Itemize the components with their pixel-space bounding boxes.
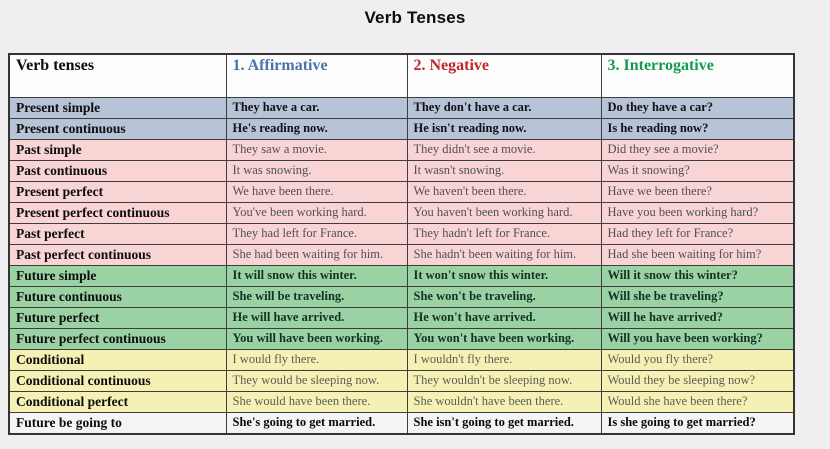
negative-cell: They didn't see a movie. [407,140,601,161]
tense-cell: Future continuous [9,287,226,308]
negative-cell: They wouldn't be sleeping now. [407,371,601,392]
tense-cell: Present perfect continuous [9,203,226,224]
tense-cell: Future simple [9,266,226,287]
negative-cell: She hadn't been waiting for him. [407,245,601,266]
affirmative-cell: She's going to get married. [226,413,407,435]
negative-cell: It won't snow this winter. [407,266,601,287]
table-row [9,245,794,266]
tense-cell: Past simple [9,140,226,161]
header-row [9,54,794,98]
tense-cell: Past perfect [9,224,226,245]
table-row [9,203,794,224]
affirmative-cell: He will have arrived. [226,308,407,329]
affirmative-cell: It was snowing. [226,161,407,182]
tense-cell: Conditional [9,350,226,371]
tense-cell: Future be going to [9,413,226,435]
table-row [9,98,794,119]
tense-cell: Future perfect [9,308,226,329]
verb-tenses-table [8,53,795,435]
table-row [9,161,794,182]
table-row [9,371,794,392]
interrogative-cell: Would you fly there? [601,350,794,371]
interrogative-cell: Have you been working hard? [601,203,794,224]
interrogative-cell: Will it snow this winter? [601,266,794,287]
tense-cell: Present perfect [9,182,226,203]
table-row [9,287,794,308]
affirmative-cell: They would be sleeping now. [226,371,407,392]
tense-cell: Past perfect continuous [9,245,226,266]
tense-cell: Present simple [9,98,226,119]
negative-cell: You haven't been working hard. [407,203,601,224]
affirmative-cell: She will be traveling. [226,287,407,308]
affirmative-cell: He's reading now. [226,119,407,140]
table-row [9,224,794,245]
affirmative-cell: We have been there. [226,182,407,203]
interrogative-cell: Did they see a movie? [601,140,794,161]
table-row [9,119,794,140]
interrogative-cell: Have we been there? [601,182,794,203]
table-row [9,329,794,350]
interrogative-cell: Was it snowing? [601,161,794,182]
header-negative: 2. Negative [407,54,601,98]
tense-cell: Conditional perfect [9,392,226,413]
negative-cell: I wouldn't fly there. [407,350,601,371]
tense-cell: Future perfect continuous [9,329,226,350]
header-affirmative: 1. Affirmative [226,54,407,98]
negative-cell: She isn't going to get married. [407,413,601,435]
affirmative-cell: You've been working hard. [226,203,407,224]
affirmative-cell: They saw a movie. [226,140,407,161]
negative-cell: They don't have a car. [407,98,601,119]
affirmative-cell: You will have been working. [226,329,407,350]
negative-cell: They hadn't left for France. [407,224,601,245]
affirmative-cell: I would fly there. [226,350,407,371]
table-row [9,182,794,203]
interrogative-cell: Would she have been there? [601,392,794,413]
table-row [9,413,794,435]
tense-cell: Present continuous [9,119,226,140]
header-verb-tenses: Verb tenses [9,54,226,98]
interrogative-cell: Had they left for France? [601,224,794,245]
negative-cell: He won't have arrived. [407,308,601,329]
interrogative-cell: Will she be traveling? [601,287,794,308]
negative-cell: She won't be traveling. [407,287,601,308]
interrogative-cell: Is he reading now? [601,119,794,140]
tense-cell: Conditional continuous [9,371,226,392]
affirmative-cell: They have a car. [226,98,407,119]
negative-cell: He isn't reading now. [407,119,601,140]
header-interrogative: 3. Interrogative [601,54,794,98]
table-row [9,140,794,161]
negative-cell: We haven't been there. [407,182,601,203]
page-title: Verb Tenses [364,8,466,27]
interrogative-cell: Will you have been working? [601,329,794,350]
tense-cell: Past continuous [9,161,226,182]
interrogative-cell: Is she going to get married? [601,413,794,435]
interrogative-cell: Do they have a car? [601,98,794,119]
negative-cell: It wasn't snowing. [407,161,601,182]
affirmative-cell: She would have been there. [226,392,407,413]
interrogative-cell: Will he have arrived? [601,308,794,329]
table-row [9,392,794,413]
interrogative-cell: Had she been waiting for him? [601,245,794,266]
table-row [9,350,794,371]
negative-cell: You won't have been working. [407,329,601,350]
affirmative-cell: They had left for France. [226,224,407,245]
table-row [9,308,794,329]
affirmative-cell: She had been waiting for him. [226,245,407,266]
table-row [9,266,794,287]
affirmative-cell: It will snow this winter. [226,266,407,287]
negative-cell: She wouldn't have been there. [407,392,601,413]
interrogative-cell: Would they be sleeping now? [601,371,794,392]
